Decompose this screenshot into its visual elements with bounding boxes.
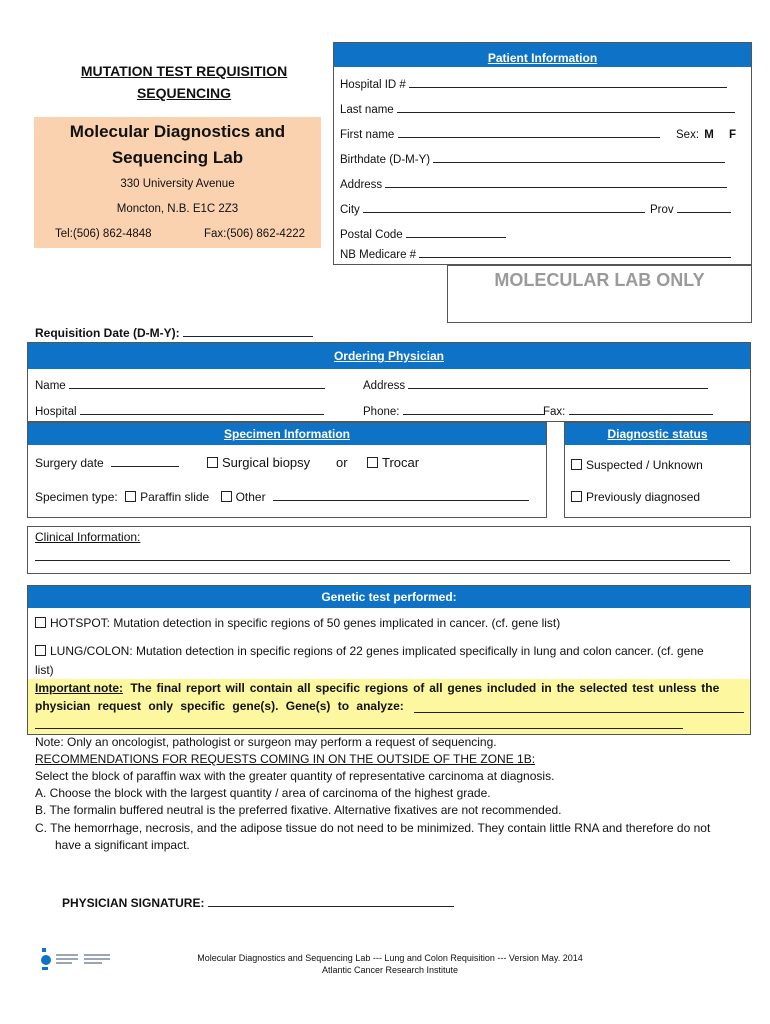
paraffin-slide-label: Paraffin slide	[140, 490, 210, 504]
physician-address-line[interactable]	[408, 388, 708, 389]
lab-only-label: MOLECULAR LAB ONLY	[494, 270, 705, 290]
first-name-line[interactable]	[398, 137, 660, 138]
lab-tel: Tel:(506) 862-4848	[55, 228, 152, 240]
diagnostic-title: Diagnostic status	[607, 427, 708, 441]
lungcolon-checkbox[interactable]	[35, 645, 46, 656]
previously-label: Previously diagnosed	[586, 490, 701, 504]
requisition-date-label: Requisition Date (D-M-Y):	[35, 326, 180, 340]
form-title	[60, 60, 308, 104]
lab-name-box	[34, 117, 321, 180]
important-note-text2: physician request only specific gene(s). Gene(s) to analyze:	[35, 699, 404, 713]
important-note-label: Important note:	[35, 681, 123, 695]
genetic-title: Genetic test performed:	[321, 590, 457, 604]
physician-phone-field[interactable]	[363, 406, 545, 418]
recommendation-select: Select the block of paraffin wax with the greater quantity of representative carcinoma at diagnosis.	[35, 769, 555, 783]
sex-f[interactable]: F	[729, 129, 737, 141]
prov-field[interactable]	[650, 204, 731, 216]
city-line[interactable]	[363, 212, 645, 213]
postal-code-field[interactable]	[340, 229, 506, 241]
physician-phone-label: Phone:	[363, 406, 400, 418]
institute-logo	[40, 946, 120, 974]
other-checkbox[interactable]	[221, 491, 232, 502]
nb-medicare-field[interactable]	[340, 249, 731, 261]
recommendation-c-line1: C. The hemorrhage, necrosis, and the adipose tissue do not need to be minimized. They contain little RNA and therefore do not	[35, 821, 711, 835]
specimen-type-field	[35, 490, 529, 504]
hotspot-option[interactable]	[35, 616, 560, 630]
trocar-checkbox[interactable]	[367, 457, 378, 468]
physician-signature-field[interactable]	[62, 896, 454, 910]
paraffin-slide-checkbox[interactable]	[125, 491, 136, 502]
birthdate-line[interactable]	[433, 162, 725, 163]
physician-hospital-line[interactable]	[80, 414, 324, 415]
suspected-label: Suspected / Unknown	[586, 458, 703, 472]
birthdate-field[interactable]	[340, 154, 725, 166]
first-name-label: First name	[340, 129, 395, 141]
recommendations-heading: RECOMMENDATIONS FOR REQUESTS COMING IN ON THE OUTSIDE OF THE ZONE 1B:	[35, 752, 536, 766]
form-title-line1: MUTATION TEST REQUISITION	[80, 63, 288, 79]
lab-name-line2: Sequencing Lab	[111, 148, 244, 167]
form-title-line2: SEQUENCING	[136, 85, 232, 101]
sex-field[interactable]	[676, 129, 736, 141]
surgery-date-line[interactable]	[111, 466, 179, 467]
physician-fax-field[interactable]	[543, 406, 713, 418]
physician-title: Ordering Physician	[333, 349, 445, 363]
trocar-label: Trocar	[382, 455, 420, 470]
lab-name-line1: Molecular Diagnostics and	[69, 122, 286, 141]
physician-header	[28, 343, 750, 369]
lungcolon-label-cont: list)	[35, 663, 54, 677]
requisition-date-line[interactable]	[183, 336, 313, 337]
patient-address-line[interactable]	[385, 187, 727, 188]
lab-address-line2: Moncton, N.B. E1C 2Z3	[116, 203, 239, 215]
city-label: City	[340, 204, 360, 216]
recommendation-b: B. The formalin buffered neutral is the preferred fixative. Alternative fixatives are not recommended.	[35, 803, 562, 817]
patient-address-label: Address	[340, 179, 383, 191]
specimen-title: Specimen Information	[223, 427, 351, 441]
lungcolon-label: LUNG/COLON: Mutation detection in specific regions of 22 genes implicated specifically in lung and colon cancer. (cf. gene	[50, 644, 704, 658]
physician-signature-line[interactable]	[208, 906, 454, 907]
clinical-line[interactable]	[35, 560, 730, 561]
patient-info-title: Patient Information	[487, 51, 598, 65]
hospital-id-field[interactable]	[340, 79, 727, 91]
previously-checkbox[interactable]	[571, 491, 582, 502]
recommendation-c-line2: have a significant impact.	[55, 838, 190, 852]
specimen-type-label: Specimen type:	[35, 490, 118, 504]
genetic-header	[28, 586, 750, 608]
postal-code-label: Postal Code	[340, 229, 403, 241]
hotspot-label: HOTSPOT: Mutation detection in specific regions of 50 genes implicated in cancer. (cf. gene list)	[50, 616, 561, 630]
nb-medicare-line[interactable]	[419, 257, 731, 258]
lungcolon-option[interactable]	[35, 644, 704, 658]
physician-hospital-label: Hospital	[35, 406, 77, 418]
physician-phone-line[interactable]	[403, 414, 545, 415]
hospital-id-line[interactable]	[409, 87, 727, 88]
physician-address-label: Address	[363, 380, 406, 392]
footer-line1: Molecular Diagnostics and Sequencing Lab --- Lung and Colon Requisition --- Version May. 2014	[197, 953, 583, 963]
nb-medicare-label: NB Medicare #	[340, 249, 417, 261]
or-text: or	[336, 455, 348, 470]
previously-option[interactable]	[571, 490, 700, 504]
important-note-text1: The final report will contain all specific regions of all genes included in the selected test unless the	[130, 681, 720, 695]
birthdate-label: Birthdate (D-M-Y)	[340, 154, 431, 166]
patient-address-field[interactable]	[340, 179, 727, 191]
postal-code-line[interactable]	[406, 237, 506, 238]
trocar-option[interactable]	[367, 455, 419, 470]
physician-fax-line[interactable]	[569, 414, 713, 415]
hospital-id-label: Hospital ID #	[340, 79, 406, 91]
footer-line2: Atlantic Cancer Research Institute	[321, 965, 459, 975]
surgery-date-label: Surgery date	[35, 456, 104, 470]
lab-fax: Fax:(506) 862-4222	[204, 228, 306, 240]
city-field[interactable]	[340, 204, 645, 216]
other-label: Other	[235, 490, 266, 504]
clinical-label: Clinical Information:	[35, 530, 141, 544]
last-name-label: Last name	[340, 104, 394, 116]
important-note-line1	[35, 681, 745, 695]
physician-name-field[interactable]	[35, 380, 325, 392]
note-text: Note: Only an oncologist, pathologist or surgeon may perform a request of sequencing.	[35, 735, 497, 749]
sex-label: Sex:	[676, 129, 700, 141]
genes-line-1[interactable]	[414, 712, 744, 713]
patient-info-header	[334, 43, 751, 67]
physician-address-field[interactable]	[363, 380, 708, 392]
diagnostic-header	[565, 423, 750, 445]
hotspot-checkbox[interactable]	[35, 617, 46, 628]
physician-name-line[interactable]	[69, 388, 325, 389]
last-name-field[interactable]	[340, 104, 735, 116]
surgical-biopsy-option[interactable]	[207, 455, 310, 470]
requisition-date-field[interactable]	[35, 326, 313, 340]
physician-name-label: Name	[35, 380, 66, 392]
last-name-line[interactable]	[397, 112, 735, 113]
recommendation-a: A. Choose the block with the largest quantity / area of carcinoma of the highest grade.	[35, 786, 491, 800]
specimen-header	[28, 423, 546, 445]
prov-label: Prov	[650, 204, 674, 216]
other-line[interactable]	[273, 500, 529, 501]
surgical-biopsy-checkbox[interactable]	[207, 457, 218, 468]
first-name-field[interactable]	[340, 129, 660, 141]
physician-fax-label: Fax:	[543, 406, 566, 418]
lab-address-line1: 330 University Avenue	[120, 178, 235, 190]
prov-line[interactable]	[677, 212, 731, 213]
suspected-checkbox[interactable]	[571, 459, 582, 470]
important-note-line2	[35, 699, 404, 713]
genes-line-2[interactable]	[35, 728, 683, 729]
physician-hospital-field[interactable]	[35, 406, 324, 418]
surgical-biopsy-label: Surgical biopsy	[222, 455, 311, 470]
physician-signature-label: PHYSICIAN SIGNATURE:	[62, 896, 205, 910]
sex-m[interactable]: M	[704, 129, 714, 141]
surgery-date-field[interactable]	[35, 456, 179, 470]
suspected-option[interactable]	[571, 458, 703, 472]
